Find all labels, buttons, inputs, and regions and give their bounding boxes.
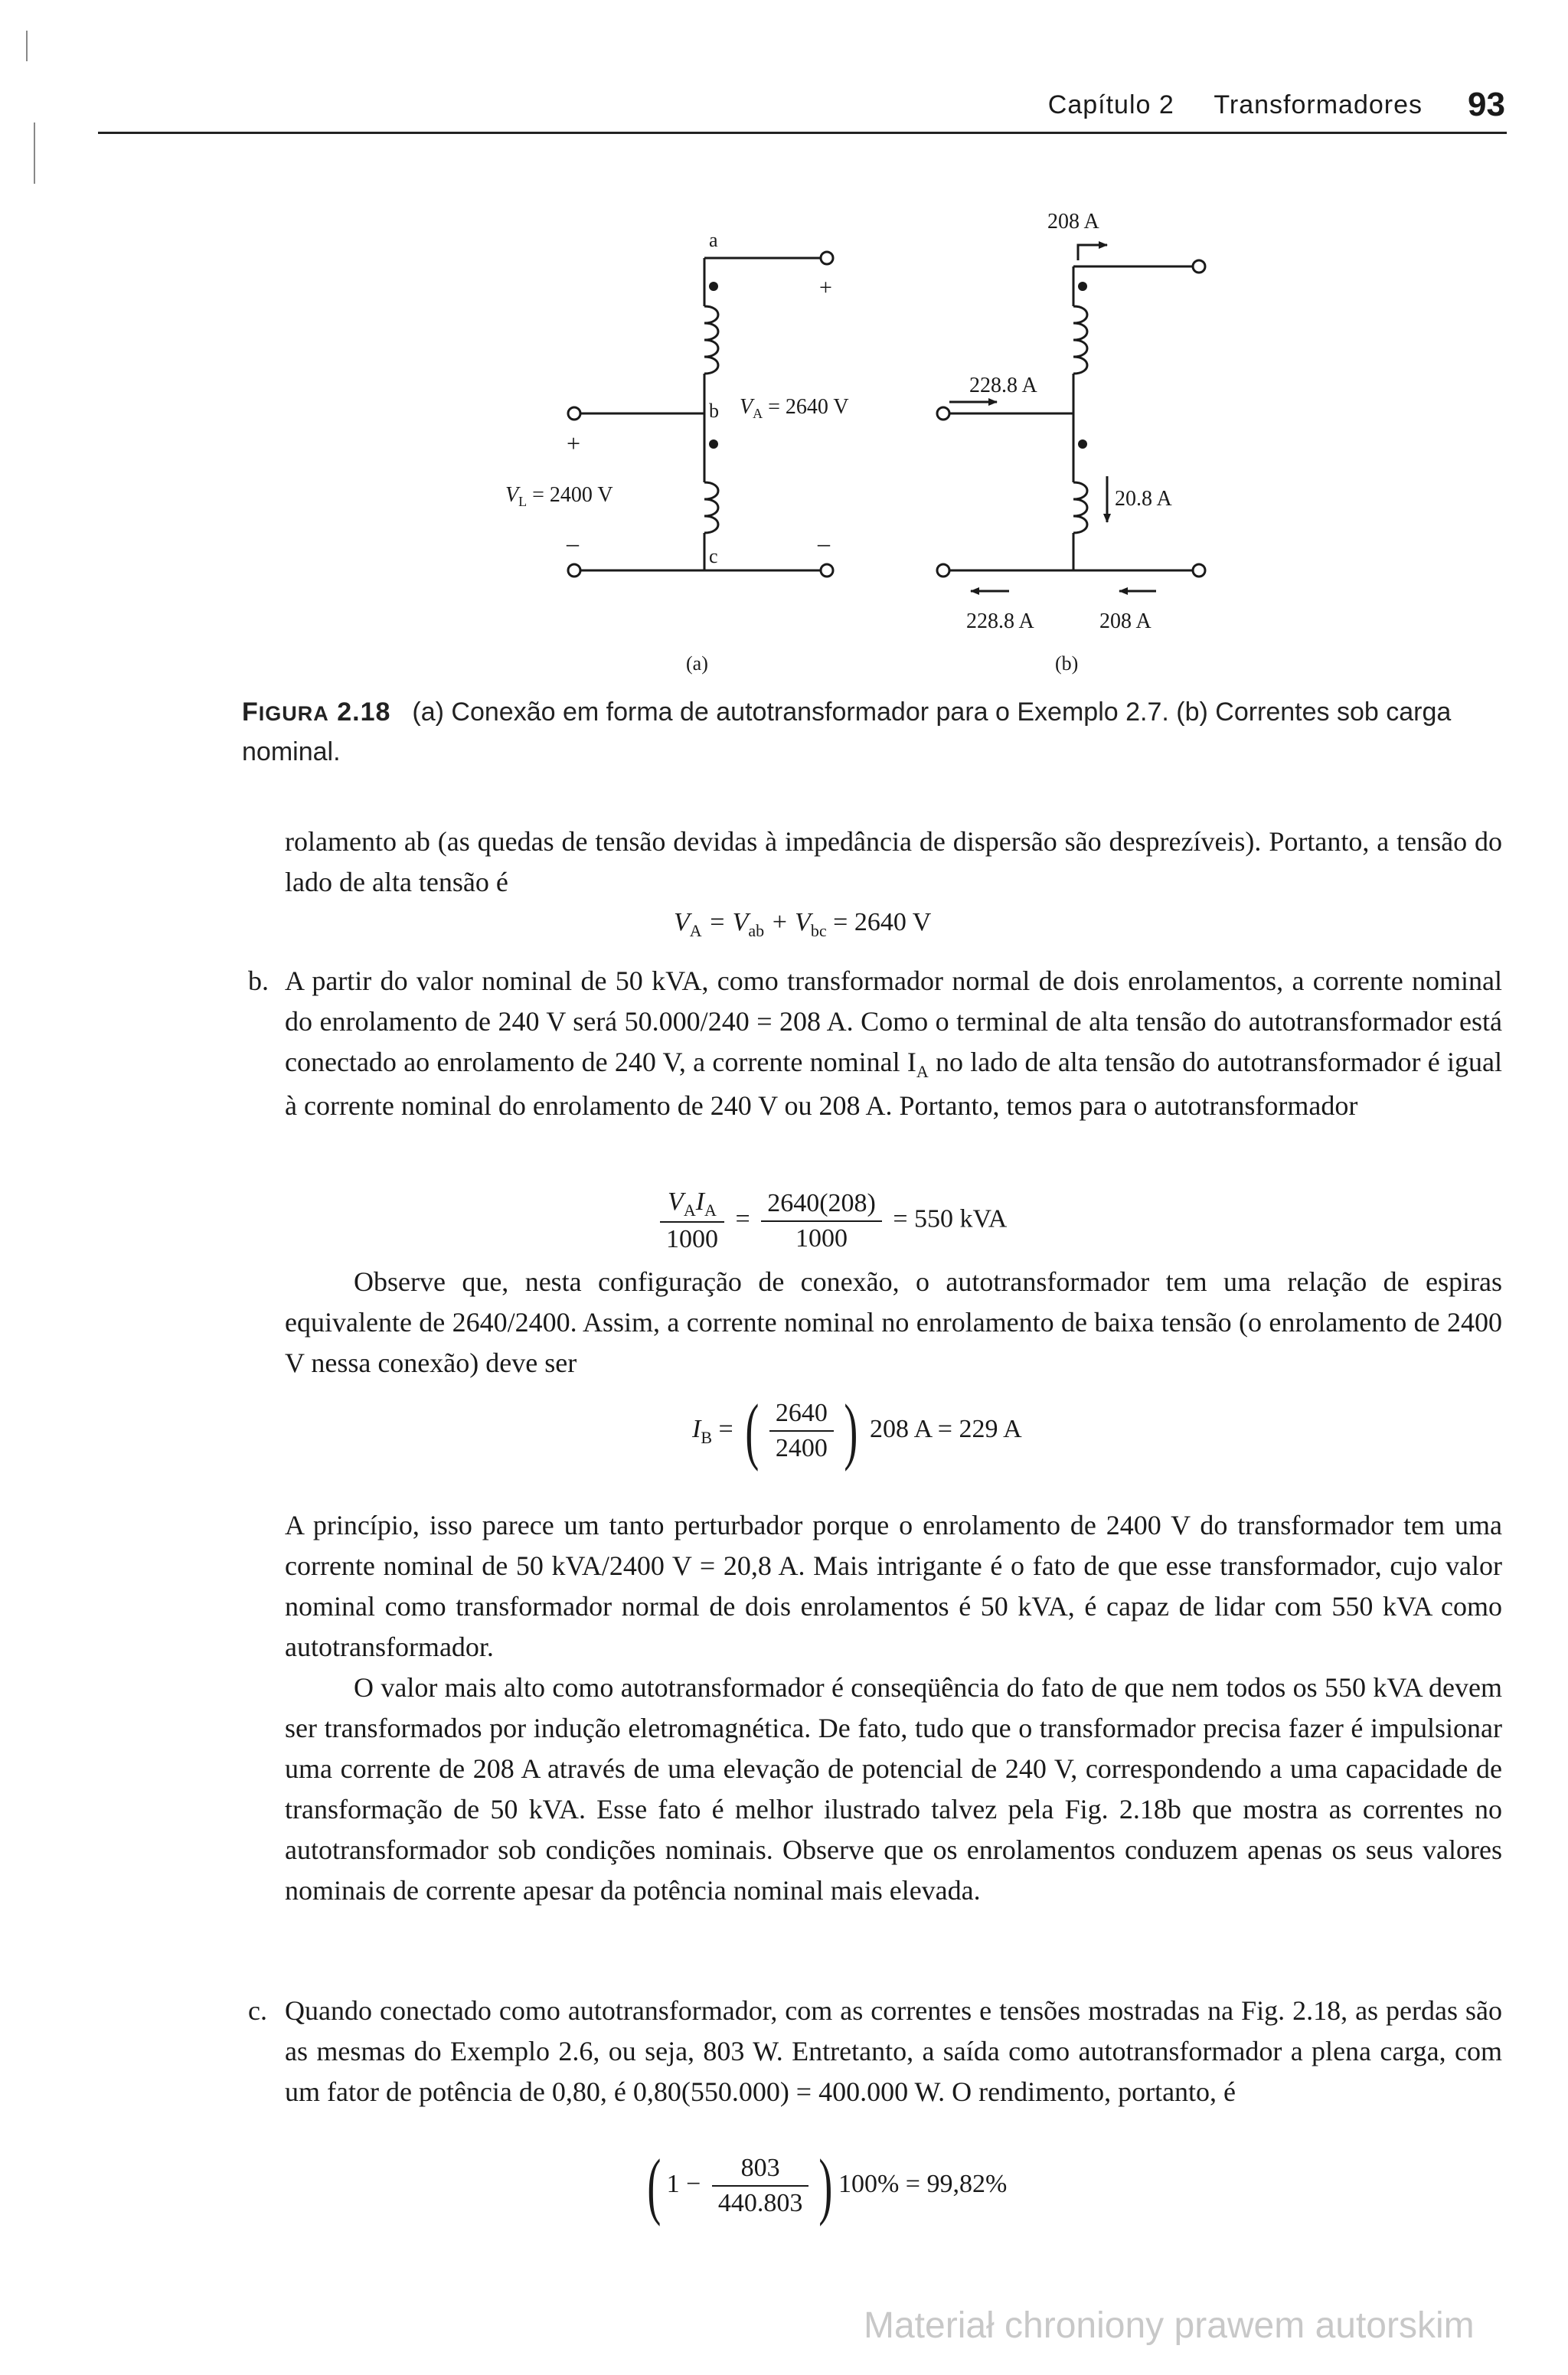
panel-b-label: (b)	[1055, 652, 1079, 675]
equation-efficiency: ( 1 − $\frac{803}{440.803}$ ) 100% = 99,82%	[647, 2145, 1008, 2227]
item-label: b.	[248, 965, 269, 996]
figure-caption	[242, 693, 1505, 771]
panel-b-circuit	[937, 245, 1205, 591]
node-a-label: a	[709, 229, 718, 251]
minus-sign: –	[818, 529, 830, 557]
plus-sign: +	[567, 430, 581, 457]
circuit-diagrams	[0, 191, 1568, 681]
plus-sign: +	[819, 275, 832, 300]
page-header	[0, 0, 1568, 153]
polarity-dot	[1078, 282, 1087, 291]
node-c-label: c	[709, 545, 718, 567]
paragraph: O valor mais alto como autotransformador é conseqüência do fato de que nem todos os 550 kVA devem ser transformados por indução eletromagnética. De fato, tudo que o transformador precisa fazer é impulsionar uma corrente de 208 A através de uma elevação de potencial de 240 V, correspondendo a uma capacidade de transformação de 50 kVA. Esse fato é melhor ilustrado talvez pela Fig. 2.18b que mostra as correntes no autotransformador sob condições nominais. Observe que os enrolamentos conduzem apenas os seus valores nominais de corrente apesar da potência nominal mais elevada.	[285, 1672, 1502, 1906]
chapter-title: Transformadores	[1214, 90, 1423, 119]
running-head	[1048, 90, 1423, 120]
equation-ib: $I_B$ = ( $\frac{2640}{2400}$ ) 208 A = 229 A	[692, 1390, 1022, 1472]
caption-text: (a) Conexão em forma de autotransformador para o Exemplo 2.7. (b) Correntes sob carga nominal.	[242, 697, 1452, 766]
va-label: $V_A = 2640$ V	[740, 395, 849, 421]
figure-2-18	[0, 191, 1568, 681]
node-b-label: b	[709, 400, 719, 422]
current-label-left: 228.8 A	[969, 374, 1037, 397]
page-number: 93	[1468, 86, 1505, 123]
equation-va: $V_A = V_{ab} + V_{bc} = 2640$ V	[674, 908, 932, 940]
paragraph: A princípio, isso parece um tanto perturbador porque o enrolamento de 2400 V do transformador tem uma corrente nominal de 50 kVA/2400 V = 20,8 A. Mais intrigante é o fato de que esse transformador, cujo valor nominal como transformador normal de dois enrolamentos é 50 kVA, é capaz de lidar com 550 kVA como autotransformador.	[285, 1510, 1502, 1662]
polarity-dot	[709, 282, 718, 291]
polarity-dot	[1078, 439, 1087, 449]
paragraph: rolamento ab (as quedas de tensão devidas à impedância de dispersão são desprezíveis). Portanto, a tensão do lado de alta tensão é	[285, 826, 1502, 897]
current-label-bottom-left: 228.8 A	[966, 609, 1034, 633]
minus-sign: –	[567, 529, 579, 557]
chapter-label: Capítulo 2	[1047, 90, 1174, 119]
vl-label: $V_L = 2400$ V	[505, 483, 613, 509]
list-item-b: b. A partir do valor nominal de 50 kVA, como transformador normal de dois enrolamentos, a corrente nominal do enrolamento de 240 V será 50.000/240 = 208 A. Como o terminal de alta tensão do autotransformador está conectado ao enrolamento de 240 V, a corrente nominal $I_A$ no lado de alta tensão do autotransformador é igual à corrente nominal do enrolamento de 240 V ou 208 A. Portanto, temos para o autotransformador	[285, 961, 1502, 1126]
caption-label: FIGURA 2.18	[242, 697, 391, 727]
current-label-winding: 20.8 A	[1115, 487, 1172, 511]
current-label-bottom-right: 208 A	[1099, 609, 1152, 633]
current-label-top: 208 A	[1047, 210, 1099, 234]
watermark: Materiał chroniony prawem autorskim	[864, 2305, 1475, 2346]
paragraph: Observe que, nesta configuração de conexão, o autotransformador tem uma relação de espiras equivalente de 2640/2400. Assim, a corrente nominal no enrolamento de baixa tensão (o enrolamento de 2400 V nessa conexão) deve ser	[285, 1266, 1502, 1378]
list-item-c: c. Quando conectado como autotransformador, com as correntes e tensões mostradas na Fig. 2.18, as perdas são as mesmas do Exemplo 2.6, ou seja, 803 W. Entretanto, a saída como autotransformador a plena carga, com um fator de potência de 0,80, é 0,80(550.000) = 400.000 W. O rendimento, portanto, é	[285, 1991, 1502, 2112]
header-rule	[98, 132, 1507, 134]
item-label: c.	[248, 1995, 267, 2026]
polarity-dot	[709, 439, 718, 449]
equation-kva: $\frac{V_AI_A}{1000}$ = $\frac{2640(208)}{1000}$ = 550 kVA	[655, 1185, 1007, 1256]
panel-a-label: (a)	[686, 652, 708, 675]
